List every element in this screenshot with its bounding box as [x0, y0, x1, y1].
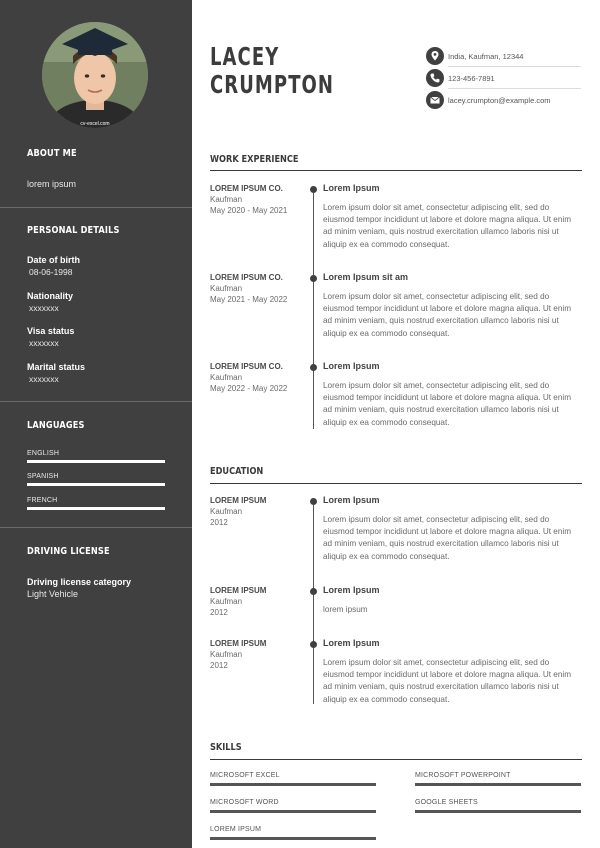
work-description: Lorem ipsum dolor sit amet, consectetur adipiscing elit, sed do eiusmod tempor incididunt ut labore et dolore magna aliqua. Ut enim ad minim veniam, quis nostrud exercitation ullamco laboris nisi ut aliquip ex ea commodo consequat. — [323, 381, 572, 427]
education-title: Lorem Ipsum — [323, 585, 380, 595]
work-timeline — [313, 189, 314, 429]
sidebar-divider — [0, 401, 192, 402]
sidebar — [0, 0, 192, 848]
about-text: lorem ipsum — [27, 179, 77, 189]
first-name: LACEY — [210, 42, 280, 71]
education-year: 2012 — [210, 661, 228, 670]
education-description: lorem ipsum — [323, 605, 368, 614]
skill-excel: MICROSOFT EXCEL — [210, 772, 280, 779]
work-title: Lorem Ipsum — [323, 361, 380, 371]
education-timeline — [313, 501, 314, 704]
education-school: LOREM IPSUM — [210, 496, 267, 505]
education-location: Kaufman — [210, 597, 243, 606]
education-year: 2012 — [210, 608, 228, 617]
marital-label: Marital status — [27, 362, 86, 372]
sidebar-divider — [0, 527, 192, 528]
timeline-dot — [310, 641, 317, 648]
skill-bar — [415, 810, 581, 813]
timeline-dot — [310, 588, 317, 595]
profile-photo — [42, 22, 148, 128]
driving-category-value: Light Vehicle — [27, 589, 79, 599]
work-experience-heading: WORK EXPERIENCE — [210, 154, 299, 165]
skill-bar — [210, 837, 376, 840]
education-heading: EDUCATION — [210, 466, 264, 477]
work-location: Kaufman — [210, 373, 243, 382]
education-location: Kaufman — [210, 507, 243, 516]
skill-lorem-ipsum: LOREM IPSUM — [210, 826, 262, 833]
work-company: LOREM IPSUM CO. — [210, 184, 283, 193]
driving-license-heading: DRIVING LICENSE — [27, 546, 110, 557]
visa-label: Visa status — [27, 326, 75, 336]
location-icon — [426, 47, 444, 65]
photo-watermark: cv-excel.com — [80, 121, 110, 127]
contact-divider — [448, 66, 581, 67]
skill-bar — [210, 810, 376, 813]
education-location: Kaufman — [210, 650, 243, 659]
skill-powerpoint: MICROSOFT POWERPOINT — [415, 772, 511, 779]
section-rule — [210, 483, 582, 484]
portrait-image — [42, 22, 148, 128]
phone-icon — [426, 69, 444, 87]
language-bar — [27, 507, 165, 510]
work-description: Lorem ipsum dolor sit amet, consectetur adipiscing elit, sed do eiusmod tempor incididunt ut labore et dolore magna aliqua. Ut enim ad minim veniam, quis nostrud exercitation ullamco laboris nisi ut aliquip ex ea commodo consequat. — [323, 292, 572, 338]
language-spanish: SPANISH — [27, 473, 59, 480]
timeline-dot — [310, 275, 317, 282]
work-title: Lorem Ipsum — [323, 183, 380, 193]
section-rule — [210, 759, 582, 760]
work-description: Lorem ipsum dolor sit amet, consectetur adipiscing elit, sed do eiusmod tempor incididunt ut labore et dolore magna aliqua. Ut enim ad minim veniam, quis nostrud exercitation ullamco laboris nisi ut aliquip ex ea commodo consequat. — [323, 203, 572, 249]
language-english: ENGLISH — [27, 450, 60, 457]
skill-word: MICROSOFT WORD — [210, 799, 279, 806]
timeline-dot — [310, 364, 317, 371]
personal-details-heading: PERSONAL DETAILS — [27, 225, 120, 236]
work-location: Kaufman — [210, 284, 243, 293]
timeline-dot — [310, 186, 317, 193]
work-dates: May 2022 - May 2022 — [210, 384, 288, 393]
dob-value: 08-06-1998 — [29, 267, 73, 277]
education-title: Lorem Ipsum — [323, 638, 380, 648]
driving-category-label: Driving license category — [27, 577, 132, 587]
education-school: LOREM IPSUM — [210, 639, 267, 648]
contact-email[interactable]: lacey.crumpton@example.com — [448, 96, 551, 105]
marital-value: xxxxxxx — [29, 374, 59, 384]
email-icon — [426, 91, 444, 109]
languages-heading: LANGUAGES — [27, 420, 85, 431]
skills-heading: SKILLS — [210, 742, 242, 753]
skill-bar — [415, 783, 581, 786]
language-bar — [27, 460, 165, 463]
nationality-value: xxxxxxx — [29, 303, 59, 313]
section-rule — [210, 170, 582, 171]
dob-label: Date of birth — [27, 255, 80, 265]
language-french: FRENCH — [27, 497, 58, 504]
education-description: Lorem ipsum dolor sit amet, consectetur adipiscing elit, sed do eiusmod tempor incididunt ut labore et dolore magna aliqua. Ut enim ad minim veniam, quis nostrud exercitation ullamco laboris nisi ut aliquip ex ea commodo consequat. — [323, 515, 572, 561]
work-company: LOREM IPSUM CO. — [210, 362, 283, 371]
language-bar — [27, 483, 165, 486]
contact-phone: 123-456-7891 — [448, 74, 495, 83]
education-year: 2012 — [210, 518, 228, 527]
work-location: Kaufman — [210, 195, 243, 204]
work-company: LOREM IPSUM CO. — [210, 273, 283, 282]
timeline-dot — [310, 498, 317, 505]
skill-bar — [210, 783, 376, 786]
contact-divider — [448, 88, 581, 89]
visa-value: xxxxxxx — [29, 338, 59, 348]
about-heading: ABOUT ME — [27, 148, 77, 159]
nationality-label: Nationality — [27, 291, 74, 301]
contact-address: India, Kaufman, 12344 — [448, 52, 524, 61]
education-school: LOREM IPSUM — [210, 586, 267, 595]
sidebar-divider — [0, 207, 192, 208]
last-name: CRUMPTON — [210, 70, 335, 99]
education-description: Lorem ipsum dolor sit amet, consectetur adipiscing elit, sed do eiusmod tempor incididunt ut labore et dolore magna aliqua. Ut enim ad minim veniam, quis nostrud exercitation ullamco laboris nisi ut aliquip ex ea commodo consequat. — [323, 658, 572, 704]
education-title: Lorem Ipsum — [323, 495, 380, 505]
skill-google-sheets: GOOGLE SHEETS — [415, 799, 478, 806]
work-dates: May 2020 - May 2021 — [210, 206, 288, 215]
work-title: Lorem Ipsum sit am — [323, 272, 409, 282]
work-dates: May 2021 - May 2022 — [210, 295, 288, 304]
